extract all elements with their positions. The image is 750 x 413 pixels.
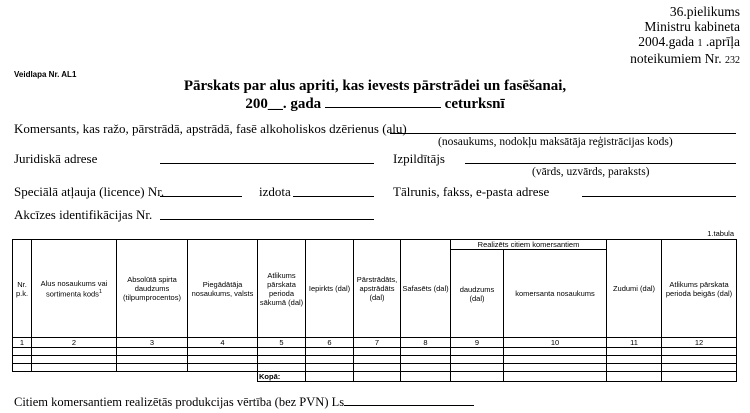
- annex-date-month: .aprīļa: [705, 34, 740, 49]
- table-cell[interactable]: [306, 348, 354, 356]
- table-row[interactable]: [13, 348, 737, 356]
- table-cell[interactable]: [117, 348, 188, 356]
- header-packed: Safasēts (dal): [401, 240, 451, 338]
- annex-regulation-number: 232: [725, 55, 740, 66]
- company-hint: (nosaukums, nodokļu maksātāja reģistrācijas kods): [438, 136, 673, 148]
- annex-date: [630, 34, 740, 51]
- table-cell[interactable]: [662, 364, 737, 372]
- footer-label: [14, 394, 474, 410]
- total-cell[interactable]: [306, 372, 354, 382]
- table-cell[interactable]: [32, 348, 117, 356]
- annex-number: 36.pielikums: [669, 4, 740, 19]
- table-cell[interactable]: [662, 348, 737, 356]
- table-cell[interactable]: [401, 356, 451, 364]
- table-row[interactable]: [13, 356, 737, 364]
- executor-field[interactable]: [465, 163, 736, 164]
- issued-label: izdota: [259, 184, 291, 199]
- header-sold-quantity: daudzums (dal): [451, 250, 504, 338]
- table-cell[interactable]: [354, 364, 401, 372]
- license-label: Speciālā atļauja (licence) Nr.: [14, 184, 165, 199]
- table-cell[interactable]: [504, 348, 607, 356]
- table-cell[interactable]: [607, 348, 662, 356]
- col-num: 4: [188, 338, 258, 348]
- table-cell[interactable]: [607, 356, 662, 364]
- col-num: 2: [32, 338, 117, 348]
- col-num: 3: [117, 338, 188, 348]
- header-sold-group: Realizēts citiem komersantiem: [451, 240, 607, 250]
- col-num: 10: [504, 338, 607, 348]
- executor-label: Izpildītājs: [393, 151, 445, 166]
- column-number-row: [13, 338, 737, 348]
- header-nr: Nr. p.k.: [13, 240, 32, 338]
- col-num: 8: [401, 338, 451, 348]
- col-num: 6: [306, 338, 354, 348]
- col-num: 1: [13, 338, 32, 348]
- table-cell[interactable]: [117, 364, 188, 372]
- header-sold-company: komersanta nosaukums: [504, 250, 607, 338]
- table-cell[interactable]: [662, 356, 737, 364]
- contacts-label: Tālrunis, fakss, e-pasta adrese: [393, 184, 550, 199]
- table-header-row-1: [13, 240, 737, 250]
- annex-date-prefix: 2004.gada: [638, 34, 695, 49]
- executor-hint: (vārds, uzvārds, paraksts): [532, 166, 650, 178]
- total-cell[interactable]: [451, 372, 504, 382]
- table-row[interactable]: [13, 364, 737, 372]
- table-cell[interactable]: [504, 364, 607, 372]
- total-cell[interactable]: [504, 372, 607, 382]
- table-cell[interactable]: [188, 348, 258, 356]
- issued-date-field[interactable]: [293, 196, 374, 197]
- annex-reference: [630, 4, 740, 68]
- legal-address-label: Juridiskā adrese: [14, 151, 98, 166]
- table-cell[interactable]: [451, 348, 504, 356]
- table-cell[interactable]: [354, 356, 401, 364]
- title-year: 200__. gada: [245, 96, 322, 112]
- company-field[interactable]: [390, 133, 736, 134]
- header-supplier: Piegādātāja nosaukums, valsts: [188, 240, 258, 338]
- page-subtitle: [0, 95, 750, 113]
- header-beer-name-footnote: 1: [98, 288, 102, 295]
- table-cell[interactable]: [258, 356, 306, 364]
- header-end-balance: Atlikums pārskata perioda beigās (dal): [662, 240, 737, 338]
- excise-id-field[interactable]: [160, 219, 374, 220]
- table-cell[interactable]: [13, 356, 32, 364]
- table-cell[interactable]: [306, 364, 354, 372]
- annex-date-day: 1: [697, 38, 703, 49]
- total-spacer: [13, 372, 258, 382]
- header-purchased: Iepirkts (dal): [306, 240, 354, 338]
- table-cell[interactable]: [451, 356, 504, 364]
- header-beer-name-text: Alus nosaukums vai sortimenta kods: [40, 278, 108, 299]
- total-cell[interactable]: [607, 372, 662, 382]
- table-cell[interactable]: [401, 364, 451, 372]
- header-start-balance: Atlikums pārskata perioda sākumā (dal): [258, 240, 306, 338]
- footer-text: Citiem komersantiem realizētās produkcijas vērtība (bez PVN) Ls: [14, 395, 345, 409]
- excise-id-label: Akcīzes identifikācijas Nr.: [14, 207, 153, 222]
- form-code: Veidlapa Nr. AL1: [14, 70, 77, 79]
- total-label: Kopā:: [258, 372, 306, 382]
- header-beer-name: [32, 240, 117, 338]
- table-cell[interactable]: [117, 356, 188, 364]
- table-cell[interactable]: [32, 364, 117, 372]
- total-row: [13, 372, 737, 382]
- col-num: 5: [258, 338, 306, 348]
- table-cell[interactable]: [13, 364, 32, 372]
- annex-regulation: [630, 51, 740, 68]
- report-table: [12, 239, 737, 382]
- col-num: 7: [354, 338, 401, 348]
- table-cell[interactable]: [354, 348, 401, 356]
- license-number-field[interactable]: [160, 196, 242, 197]
- table-cell[interactable]: [607, 364, 662, 372]
- annex-regulation-prefix: noteikumiem Nr.: [630, 51, 722, 66]
- table-cell[interactable]: [504, 356, 607, 364]
- legal-address-field[interactable]: [160, 163, 374, 164]
- table-cell[interactable]: [258, 364, 306, 372]
- header-losses: Zudumi (dal): [607, 240, 662, 338]
- table-cell[interactable]: [401, 348, 451, 356]
- contacts-field[interactable]: [582, 196, 736, 197]
- col-num: 9: [451, 338, 504, 348]
- col-num: 12: [662, 338, 737, 348]
- annex-issuer: Ministru kabineta: [644, 19, 740, 34]
- table-cell[interactable]: [32, 356, 117, 364]
- table-cell[interactable]: [306, 356, 354, 364]
- table-cell[interactable]: [188, 356, 258, 364]
- page-title: Pārskats par alus apriti, kas ievests pārstrādei un fasēšanai,: [183, 78, 567, 94]
- table-cell[interactable]: [451, 364, 504, 372]
- header-processed: Pārstrādāts, apstrādāts (dal): [354, 240, 401, 338]
- quarter-field[interactable]: [325, 95, 441, 108]
- table-cell[interactable]: [13, 348, 32, 356]
- col-num: 11: [607, 338, 662, 348]
- table-cell[interactable]: [258, 348, 306, 356]
- total-cell[interactable]: [354, 372, 401, 382]
- table-cell[interactable]: [188, 364, 258, 372]
- table-label: 1.tabula: [707, 229, 734, 238]
- title-quarter: ceturksnī: [444, 96, 505, 112]
- total-cell[interactable]: [662, 372, 737, 382]
- total-cell[interactable]: [401, 372, 451, 382]
- header-absolute-alcohol: Absolūtā spirta daudzums (tilpumprocentos): [117, 240, 188, 338]
- footer-value-field[interactable]: [344, 394, 474, 406]
- company-label: Komersants, kas ražo, pārstrādā, apstrādā, fasē alkoholiskos dzērienus (alu): [14, 121, 407, 136]
